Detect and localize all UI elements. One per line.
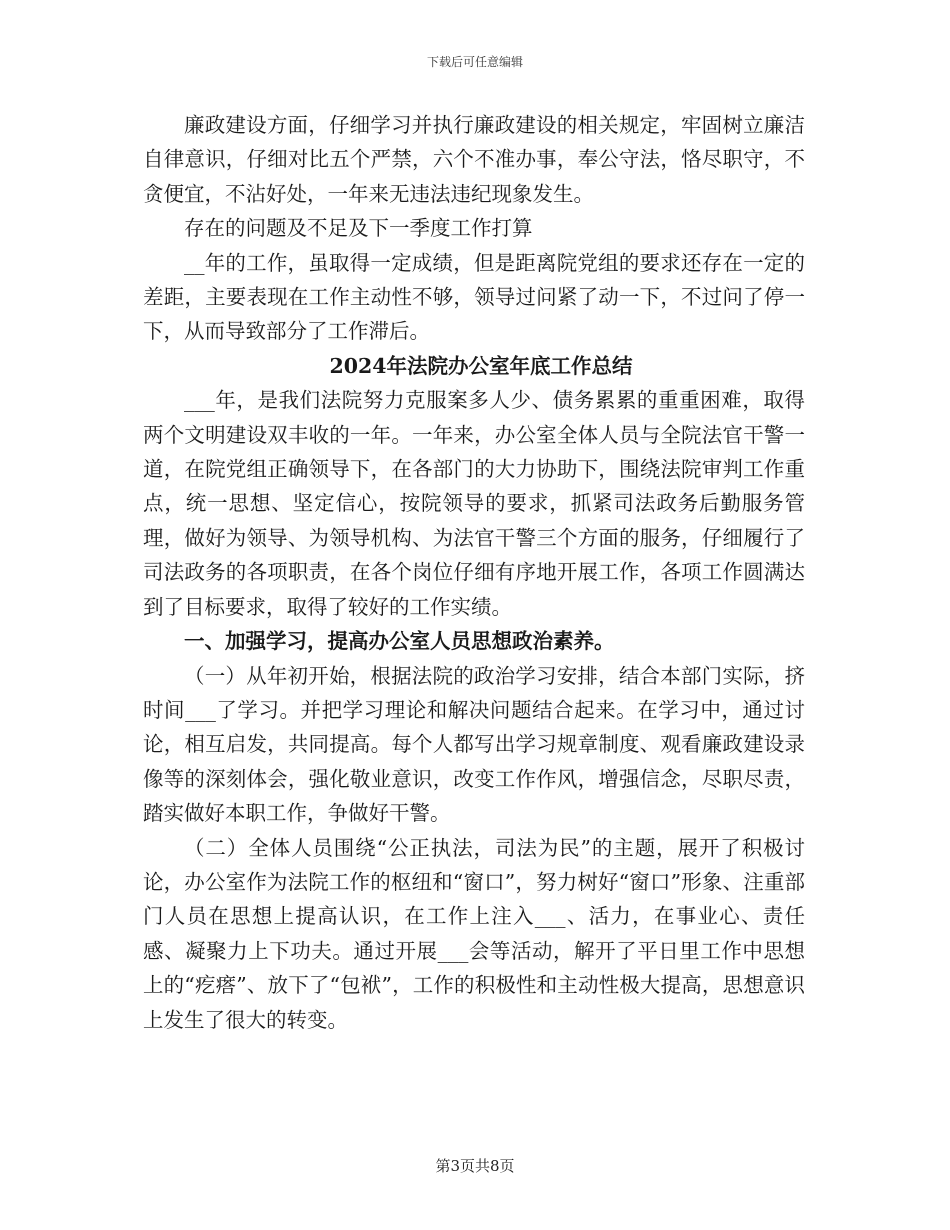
section-label-problems: 存在的问题及不足及下一季度工作打算 [184,216,533,241]
paragraph-study-one: （一）从年初开始，根据法院的政治学习安排，结合本部门实际，挤时间___了学习。并把学习理论和解决问题结合起来。在学习中，通过讨论，相互启发，共同提高。每个人都写出学习规章制度、观看廉政建设录像等的深刻体会，强化敬业意识，改变工作作风，增强信念，尽职尽责，踏实做好本职工作，争做好干警。 [143,663,805,826]
heading-strengthen-study: 一、加强学习，提高办公室人员思想政治素养。 [184,629,615,654]
document-title: 2024年法院办公室年底工作总结 [329,353,633,378]
paragraph-intro: ___年，是我们法院努力克服案多人少、债务累累的重重困难，取得两个文明建设双丰收的一年。一年来，办公室全体人员与全院法官干警一道，在院党组正确领导下，在各部门的大力协助下，围绕法院审判工作重点，统一思想、坚定信心，按院领导的要求，抓紧司法政务后勤服务管理，做好为领导、为领导机构、为法官干警三个方面的服务，仔细履行了司法政务的各项职责，在各个岗位仔细有序地开展工作，各项工作圆满达到了目标要求，取得了较好的工作实绩。 [143,388,805,619]
paragraph-integrity: 廉政建设方面，仔细学习并执行廉政建设的相关规定，牢固树立廉洁自律意识，仔细对比五个严禁，六个不准办事，奉公守法，恪尽职守，不贪便宜，不沾好处，一年来无违法违纪现象发生。 [143,113,805,206]
document-body [143,108,805,1037]
paragraph-shortcomings: __年的工作，虽取得一定成绩，但是距离院党组的要求还存在一定的差距，主要表现在工作主动性不够，领导过问紧了动一下，不过问了停一下，从而导致部分了工作滞后。 [143,250,805,344]
page-footer: 第3页共8页 [435,1157,515,1175]
page-header: 下载后可任意编辑 [426,55,523,69]
paragraph-study-two: （二）全体人员围绕“公正执法，司法为民”的主题，展开了积极讨论，办公室作为法院工作的枢纽和“窗口”，努力树好“窗口”形象、注重部门人员在思想上提高认识，在工作上注入___、活力，在事业心、责任感、凝聚力上下功夫。通过开展___会等活动，解开了平日里工作中思想上的“疙瘩”、放下了“包袱”，工作的积极性和主动性极大提高，思想意识上发生了很大的转变。 [143,835,805,1032]
